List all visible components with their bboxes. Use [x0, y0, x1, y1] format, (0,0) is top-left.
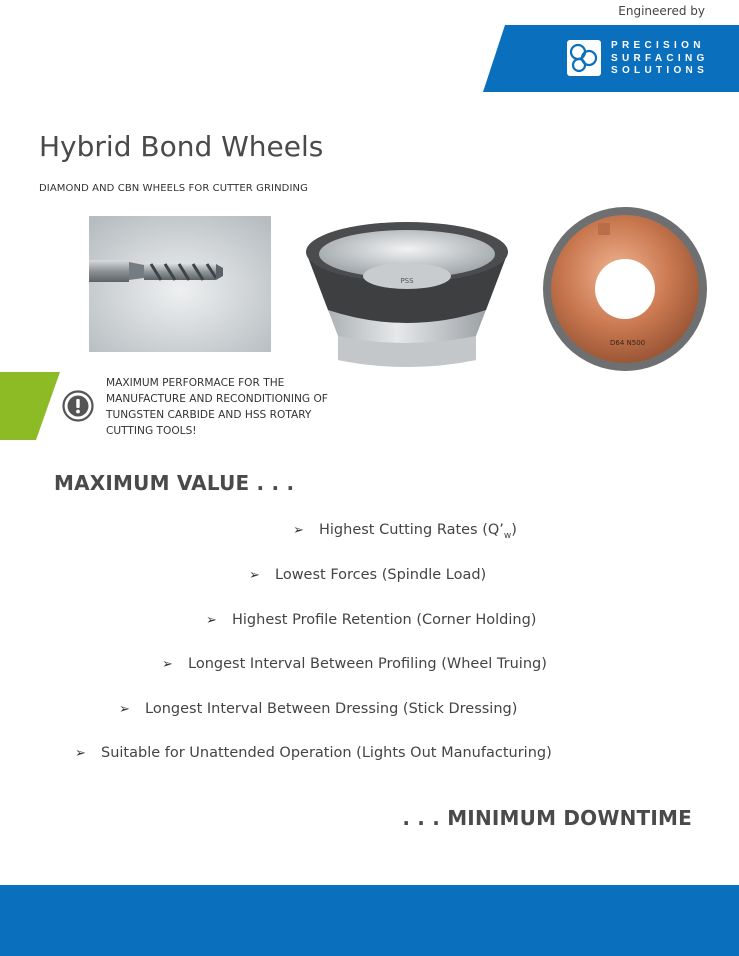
- footer-band: [0, 885, 739, 956]
- bullet-text: Suitable for Unattended Operation (Lights Out Manufacturing): [101, 745, 552, 761]
- page-subtitle: DIAMOND AND CBN WHEELS FOR CUTTER GRINDING: [39, 183, 308, 194]
- bullet-item: [75, 745, 552, 761]
- bullet-text-end: ): [511, 522, 517, 538]
- arrow-bullet-icon: ➢: [162, 657, 173, 672]
- engineered-by-label: Engineered by: [618, 4, 705, 18]
- bullet-text: Highest Profile Retention (Corner Holding): [232, 612, 537, 628]
- bullet-item: [206, 612, 536, 628]
- bullet-text: Longest Interval Between Profiling (Wheel Truing): [188, 656, 547, 672]
- brand-line-2: SURFACING: [611, 52, 709, 64]
- brand-line-1: PRECISION: [611, 40, 705, 51]
- max-value-heading: MAXIMUM VALUE . . .: [54, 471, 295, 495]
- end-mill-photo: [89, 216, 271, 352]
- bullet-item: [249, 567, 486, 583]
- bullet-subscript: w: [503, 530, 512, 541]
- arrow-bullet-icon: ➢: [75, 746, 86, 761]
- bullet-text: Highest Cutting Rates (Q’: [319, 522, 504, 538]
- callout-text: MAXIMUM PERFORMACE FOR THE MANUFACTURE AND RECONDITIONING OF TUNGSTEN CARBIDE AND HSS ROTARY CUTTING TOOLS!: [106, 377, 328, 437]
- bullet-item: [119, 701, 517, 717]
- disc-wheel-label: D64 N500: [610, 339, 646, 347]
- cup-wheel-label: PSS: [400, 277, 414, 285]
- brand-line-3: SOLUTIONS: [611, 65, 709, 76]
- arrow-bullet-icon: ➢: [206, 613, 217, 628]
- exclamation-icon: [62, 390, 94, 422]
- arrow-bullet-icon: ➢: [293, 523, 304, 538]
- arrow-bullet-icon: ➢: [249, 568, 260, 583]
- bullet-item: [293, 522, 517, 541]
- accent-tab: [0, 372, 60, 440]
- cup-wheel-photo: [298, 210, 516, 370]
- min-downtime-heading: . . . MINIMUM DOWNTIME: [402, 806, 692, 830]
- bullet-text: Lowest Forces (Spindle Load): [275, 567, 487, 583]
- bullet-item: [162, 656, 547, 672]
- brand-name: [611, 40, 709, 78]
- disc-wheel-photo: [540, 206, 710, 372]
- bullet-text: Longest Interval Between Dressing (Stick Dressing): [145, 701, 518, 717]
- page-title: Hybrid Bond Wheels: [39, 130, 324, 163]
- pss-logo-icon: [567, 40, 601, 76]
- arrow-bullet-icon: ➢: [119, 702, 130, 717]
